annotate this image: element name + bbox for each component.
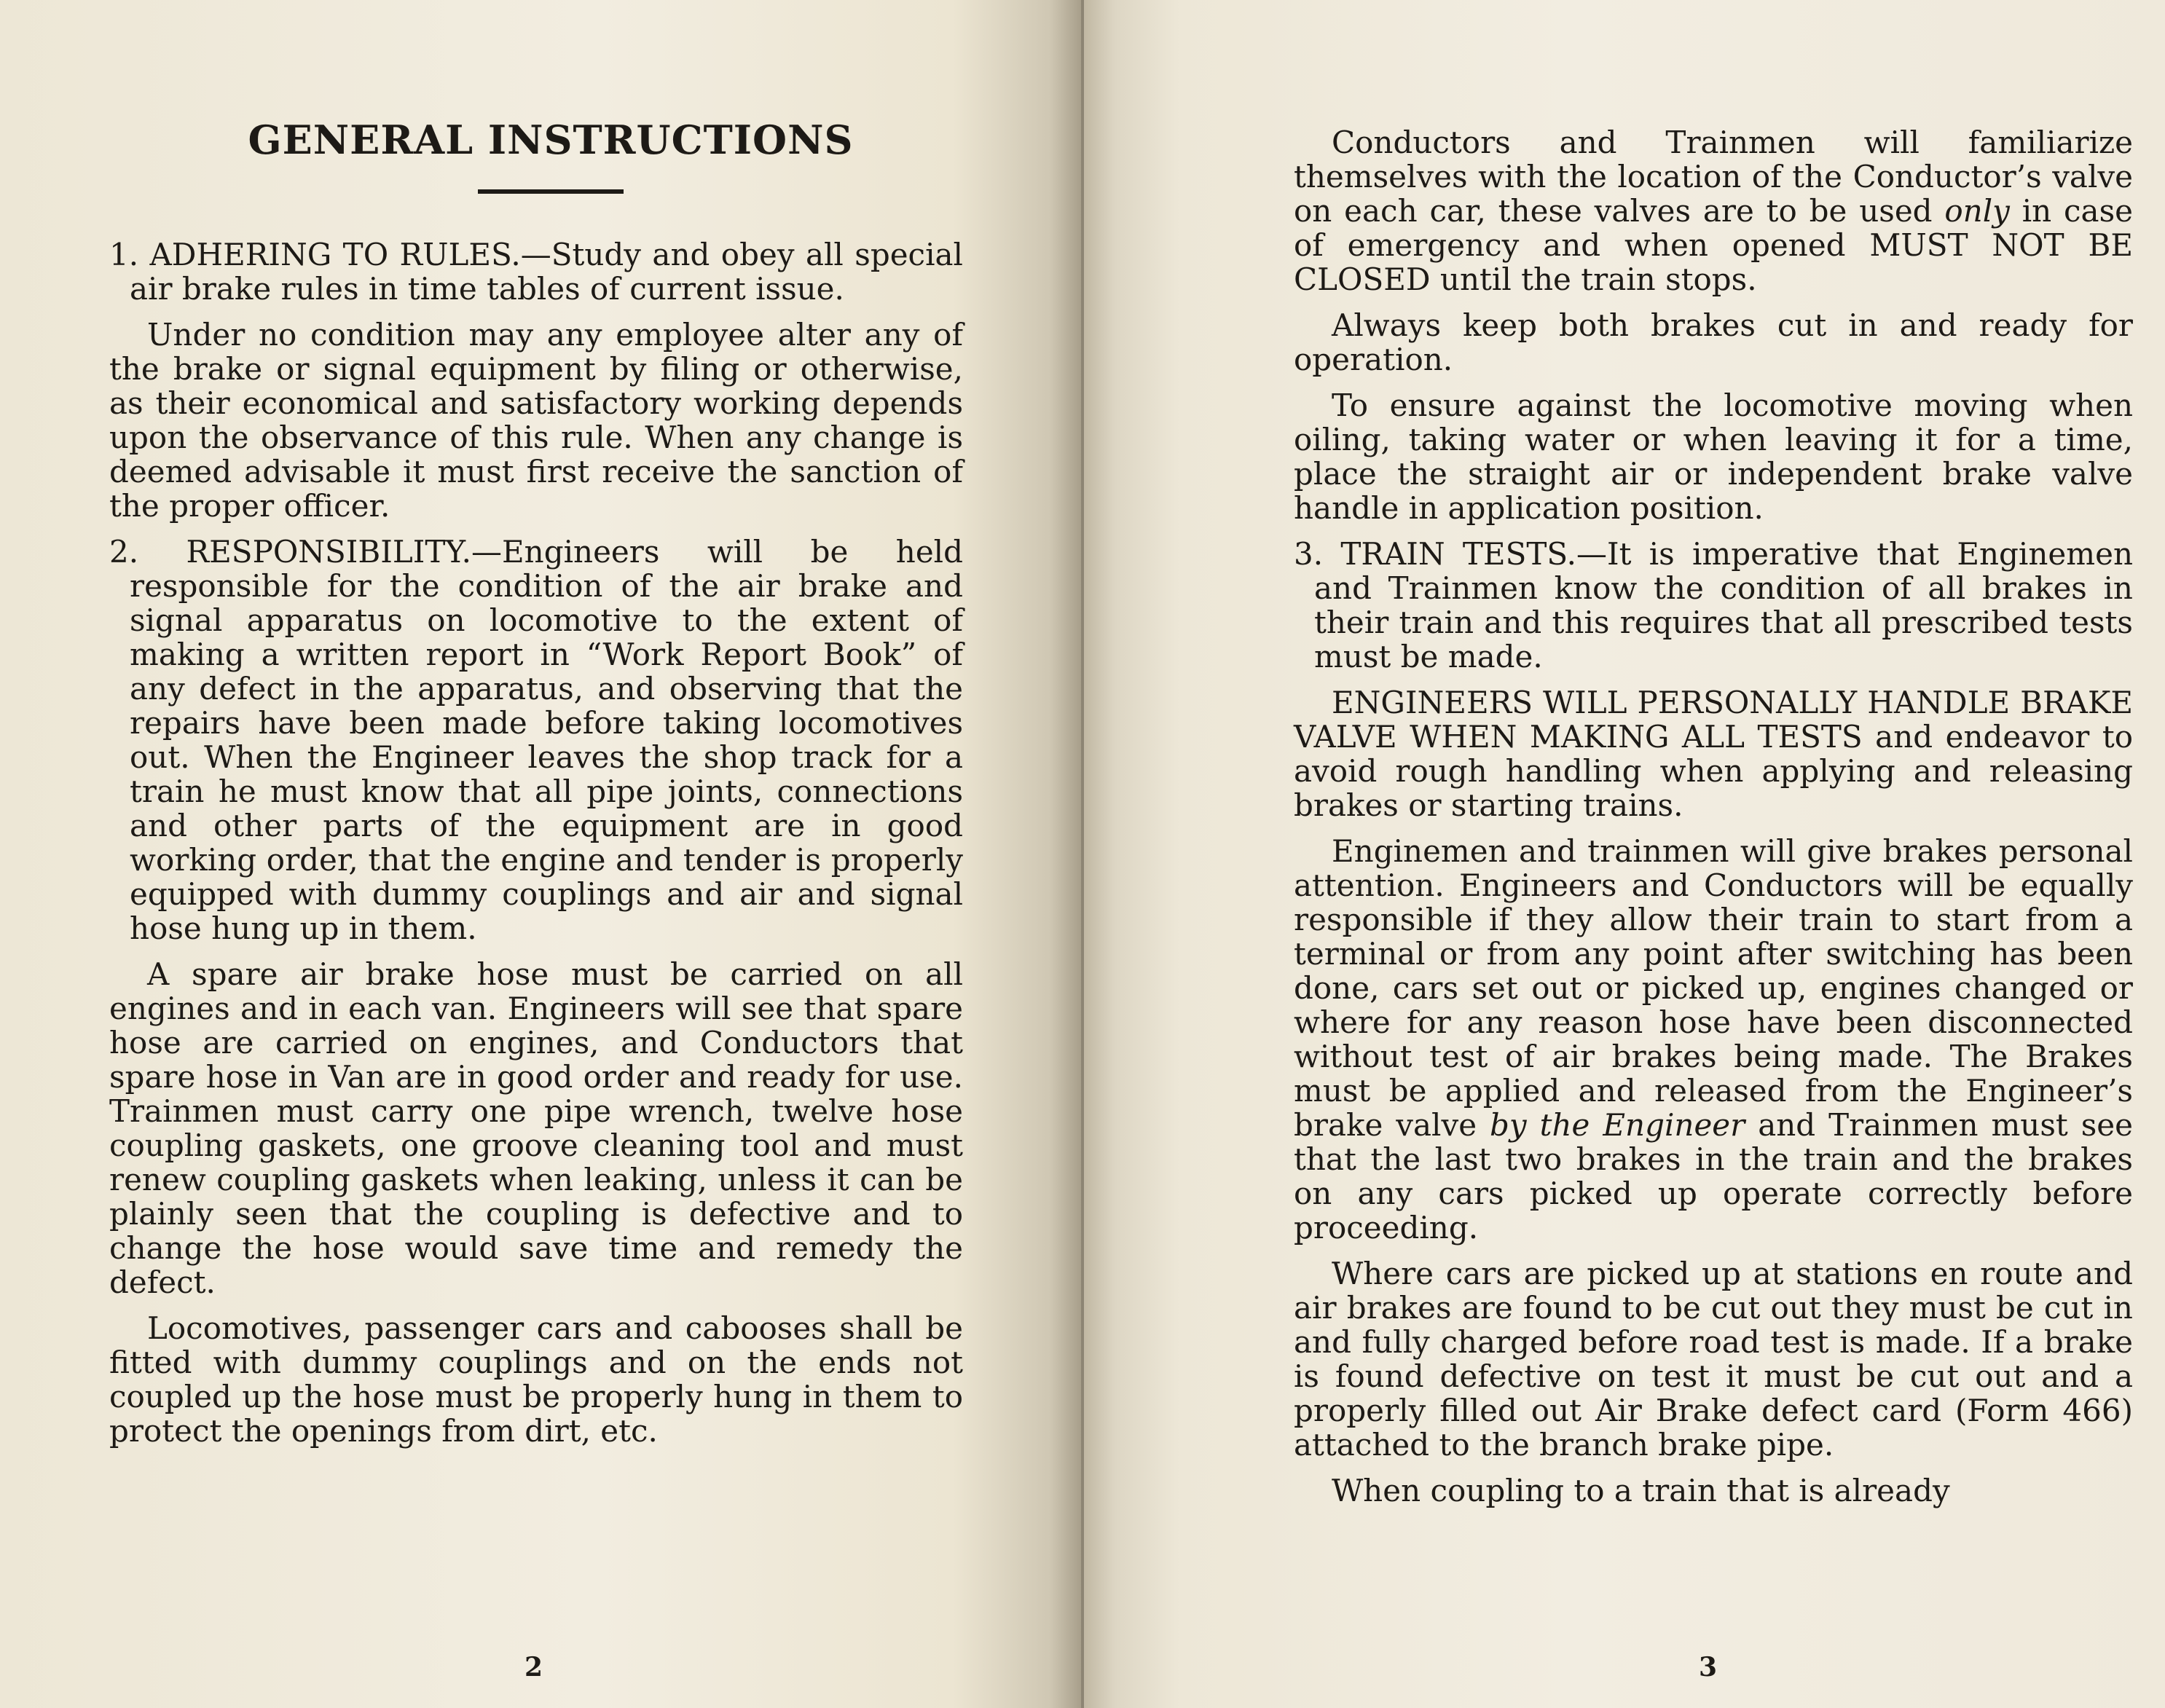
rule-1-adhering-to-rules: 1. ADHERING TO RULES.—Study and obey all special air brake rules in time tables of current issue.	[109, 237, 963, 307]
paragraph-locomotive-moving: To ensure against the locomotive moving when oiling, taking water or when leaving it for a time, place the straight air or independent brake valve handle in application position.	[1294, 387, 2133, 526]
page-number-right: 3	[1699, 1652, 1718, 1683]
page-title: GENERAL INSTRUCTIONS	[248, 117, 854, 163]
paragraph-personal-attention	[1294, 834, 2133, 1245]
emphasis-only: only	[1944, 193, 2010, 229]
paragraph-coupling-to-train: When coupling to a train that is already	[1332, 1473, 1950, 1508]
rule-3-train-tests: 3. TRAIN TESTS.—It is imperative that Enginemen and Trainmen know the condition of all brakes in their train and this requires that all prescribed tests must be made.	[1294, 536, 2133, 674]
paragraph-spare-hose: A spare air brake hose must be carried on all engines and in each van. Engineers will see that spare hose are carried on engines, and Conductors that spare hose in Van are in good order and ready for use. Trainmen must carry one pipe wrench, twelve hose coupling gaskets, one groove cleaning tool and must renew coupling gaskets when leaking, unless it can be plainly seen that the coupling is defective and to change the hose would save time and remedy the defect.	[109, 956, 963, 1300]
rule-2-responsibility: 2. RESPONSIBILITY.—Engineers will be held responsible for the condition of the air brake and signal apparatus on locomotive to the extent of making a written report in “Work Report Book” of any defect in the apparatus, and observing that the repairs have been made before taking locomotives out. When the Engineer leaves the shop track for a train he must know that all pipe joints, connections and other parts of the equipment are in good working order, that the engine and tender is properly equipped with dummy couplings and air and signal hose hung up in them.	[109, 534, 963, 946]
text-run: Enginemen and trainmen will give brakes personal attention. Engineers and Conductors will be equally responsible if they allow their train to start from a terminal or from any point after switching has been done, cars set out or picked up, engines changed or where for any reason hose have been disconnected without test of air brakes being made. The Brakes must be applied and released from the Engineer’s brake valve	[1294, 833, 2133, 1143]
right-page-text	[1294, 125, 2133, 1508]
text-run: and Trainmen must see that the last two brakes in the train and the brakes on any cars picked up operate correctly before proceeding.	[1294, 1107, 2133, 1245]
text-run: Conductors and Trainmen will familiarize themselves with the location of the Conductor’s valve on each car, these valves are to be used	[1294, 125, 2133, 229]
paragraph-cars-picked-up: Where cars are picked up at stations en route and air brakes are found to be cut out they must be cut in and fully charged before road test is made. If a brake is found defective on test it must be cut out and a properly filled out Air Brake defect card (Form 466) attached to the branch brake pipe.	[1294, 1256, 2133, 1463]
left-page-text	[109, 117, 963, 1448]
paragraph-brakes-cut-in: Always keep both brakes cut in and ready for operation.	[1294, 307, 2133, 377]
text-run: in case of emergency and when opened MUST NOT BE CLOSED until the train stops.	[1294, 193, 2134, 297]
paragraph-engineers-tests: ENGINEERS WILL PERSONALLY HANDLE BRAKE VALVE WHEN MAKING ALL TESTS and endeavor to avoid rough handling when applying and releasing brakes or starting trains.	[1294, 685, 2133, 823]
paragraph-dummy-couplings: Locomotives, passenger cars and cabooses shall be fitted with dummy couplings and on the ends not coupled up the hose must be properly hung in them to protect the openings from dirt, etc.	[109, 1310, 963, 1449]
left-page	[0, 0, 1082, 1708]
paragraph-no-alteration: Under no condition may any employee alter any of the brake or signal equipment by filing or otherwise, as their economical and satisfactory working depends upon the observance of this rule. When any change is deemed advisable it must first receive the sanction of the proper officer.	[109, 317, 963, 524]
book-gutter	[1081, 0, 1084, 1708]
emphasis-by-the-engineer: by the Engineer	[1490, 1107, 1745, 1143]
paragraph-conductors-valve	[1294, 125, 2133, 296]
title-divider	[478, 189, 624, 194]
page-number-left: 2	[524, 1652, 543, 1683]
right-page	[1082, 0, 2165, 1708]
